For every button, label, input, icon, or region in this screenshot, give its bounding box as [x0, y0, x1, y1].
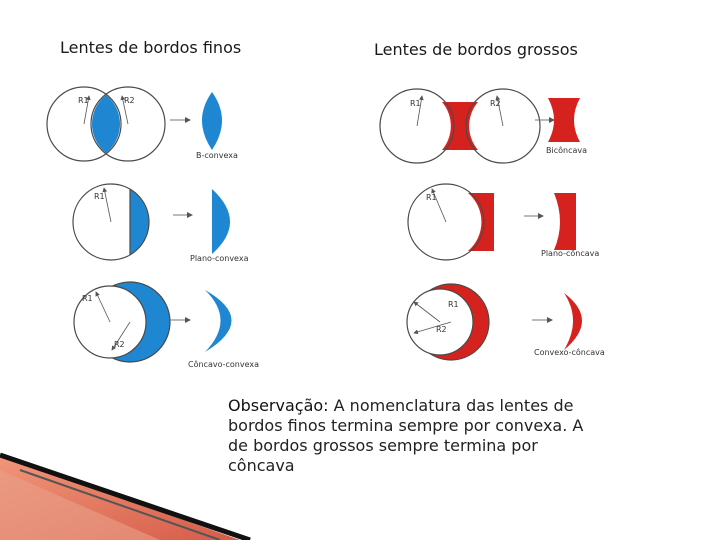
lens-name-planoconvex: Plano-convexa — [190, 254, 249, 263]
lens-name-convexconcave: Convexo-côncava — [534, 348, 605, 357]
radius-label: R2 — [436, 325, 447, 334]
thick-lenses-heading: Lentes de bordos grossos — [374, 40, 578, 59]
radius-label: R2 — [124, 96, 135, 105]
observation-text: A nomenclatura das lentes de bordos finos termina sempre por convexa. A de bordos grossos sempre termina por côncava — [228, 396, 584, 475]
thin-lenses-heading: Lentes de bordos finos — [60, 38, 242, 57]
observation-keyword: Observação: — [228, 396, 329, 415]
radius-label: R1 — [426, 193, 437, 202]
lens-name-biconcave: Bicôncava — [546, 146, 588, 155]
radius-label: R1 — [82, 294, 93, 303]
radius-label: R2 — [114, 340, 125, 349]
lens-name-planoconcave: Plano-côncava — [541, 249, 600, 258]
lens-name-meniscus: Côncavo-convexa — [188, 360, 260, 369]
radius-label: R1 — [410, 99, 421, 108]
radius-label: R1 — [448, 300, 459, 309]
radius-label: R1 — [78, 96, 89, 105]
radius-label: R2 — [490, 99, 501, 108]
radius-label: R1 — [94, 192, 105, 201]
lens-name-biconvex: B-convexa — [196, 151, 238, 160]
